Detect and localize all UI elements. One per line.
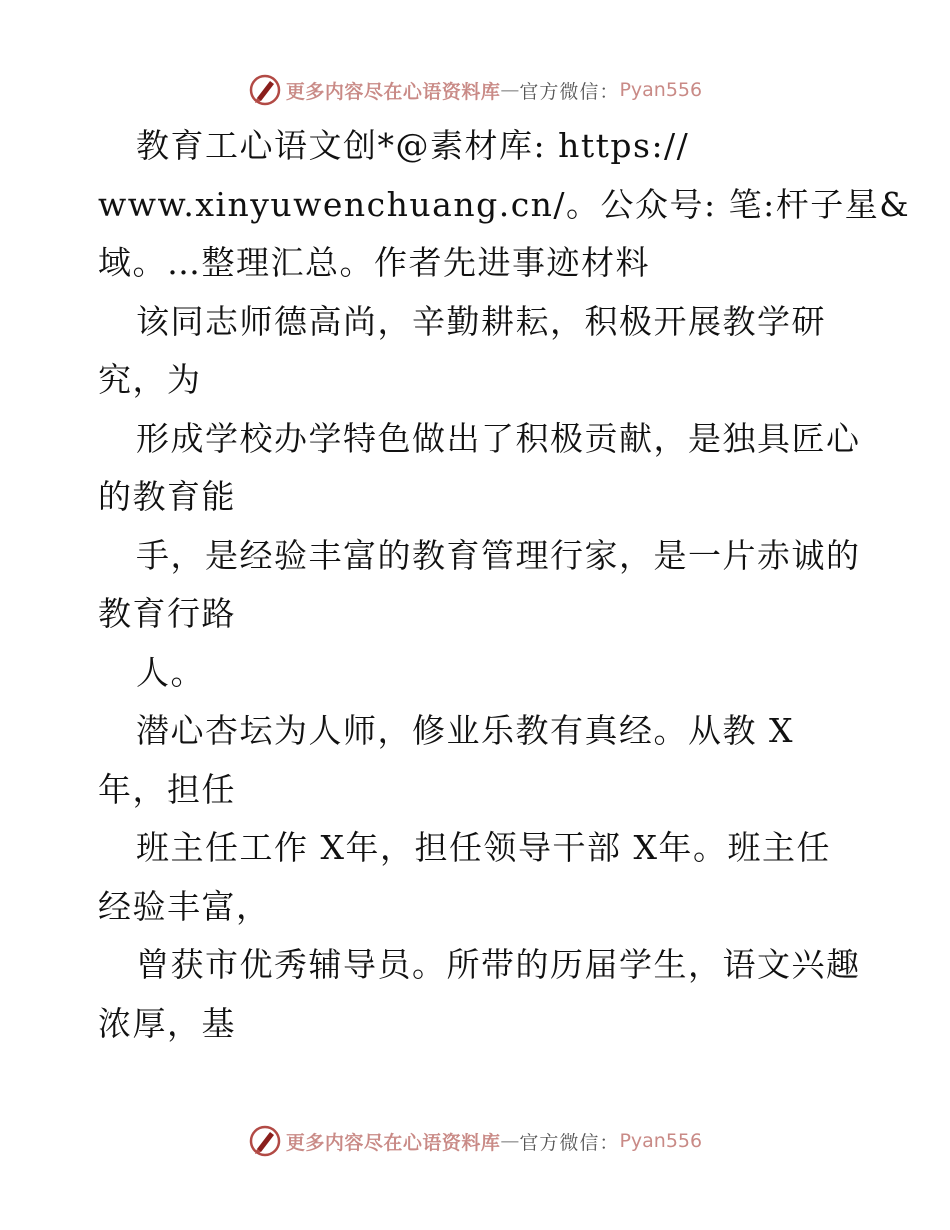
header-brand-text: 更多内容尽在心语资料库 <box>285 80 501 103</box>
text-line: 经验丰富， <box>98 886 271 926</box>
footer-official-label: 官方微信： <box>519 1131 620 1154</box>
footer-brand-text: 更多内容尽在心语资料库 <box>285 1131 501 1154</box>
pen-circle-logo-icon <box>248 73 282 107</box>
footer-dash: — <box>500 1130 520 1152</box>
text-line: 手，是经验丰富的教育管理行家，是一片赤诚的 <box>136 535 861 575</box>
document-body <box>98 117 911 1053</box>
text-line: 人。 <box>136 652 205 692</box>
pen-circle-logo-icon <box>248 1124 282 1158</box>
text-line: 潜心杏坛为人师，修业乐教有真经。从教 X <box>136 711 794 750</box>
header-banner <box>0 70 950 110</box>
footer-banner <box>0 1121 950 1161</box>
text-line: www.xinyuwenchuang.cn/。公众号: 笔:杆子星& <box>98 184 911 224</box>
text-line: 曾获市优秀辅导员。所带的历届学生，语文兴趣 <box>136 945 861 984</box>
text-line: 究，为 <box>98 360 202 399</box>
footer-wechat-id: Pyan556 <box>619 1130 703 1152</box>
header-wechat-id: Pyan556 <box>619 79 703 101</box>
text-line: 形成学校办学特色做出了积极贡献，是独具匠心 <box>136 418 861 458</box>
text-line: 的教育能 <box>98 477 236 516</box>
text-line: 浓厚，基 <box>98 1003 236 1043</box>
text-line: 该同志师德高尚，辛勤耕耘，积极开展教学研 <box>136 301 826 341</box>
text-line: 域。…整理汇总。作者先进事迹材料 <box>98 243 650 282</box>
text-line: 班主任工作 X年，担任领导干部 X年。班主任 <box>136 828 831 867</box>
text-line: 教育行路 <box>98 594 236 633</box>
text-line: 教育工心语文创*@素材库: https:// <box>136 126 690 165</box>
header-dash: — <box>500 79 520 101</box>
text-line: 年，担任 <box>98 769 236 809</box>
header-official-label: 官方微信： <box>519 80 620 103</box>
